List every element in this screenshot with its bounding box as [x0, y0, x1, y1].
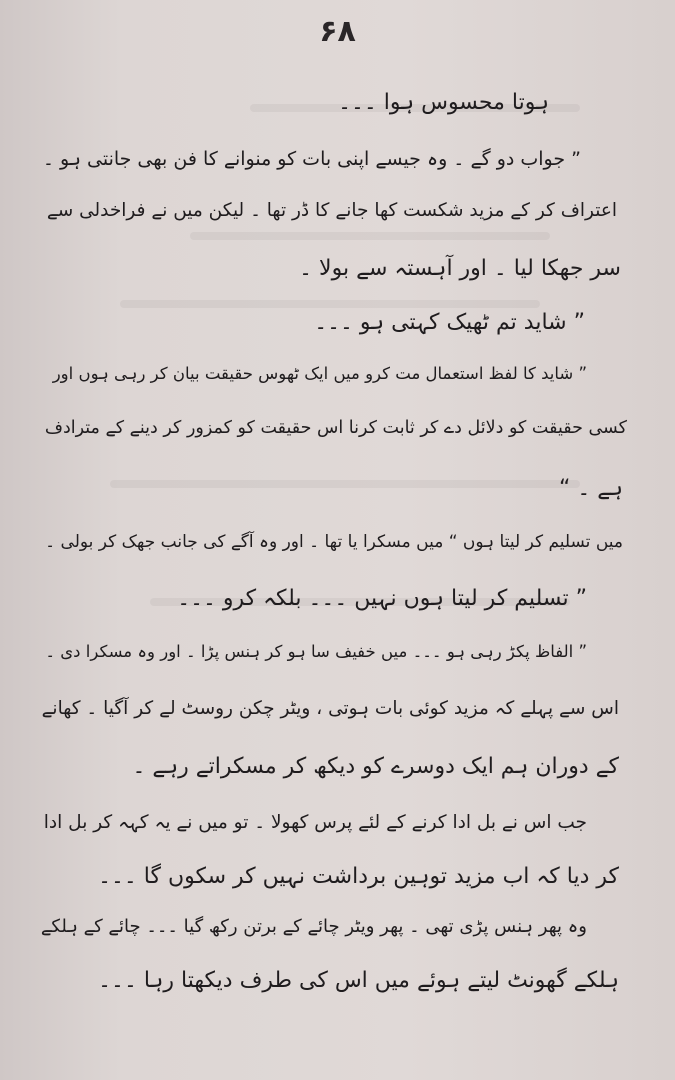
text-line: سر جھکا لیا ۔ اور آہستہ سے بولا ۔	[299, 256, 621, 281]
page-number: ۶۸	[319, 14, 356, 49]
text-line: کے دوران ہم ایک دوسرے کو دیکھ کر مسکراتے رہے ۔	[132, 754, 619, 779]
text-line: ہلکے گھونٹ لیتے ہوئے میں اس کی طرف دیکھتا رہا ۔۔۔	[98, 968, 619, 993]
bleed-through-line	[110, 480, 580, 488]
text-line: ” جواب دو گے ۔ وہ جیسے اپنی بات کو منوانے کا فن بھی جانتی ہو ۔	[42, 148, 581, 170]
text-line: ” شاید کا لفظ استعمال مت کرو میں ایک ٹھوس حقیقت بیان کر رہی ہوں اور	[52, 364, 587, 383]
text-line: وہ پھر ہنس پڑی تھی ۔ پھر ویٹر چائے کے برتن رکھ گیا ۔۔۔ چائے کے ہلکے	[40, 916, 587, 937]
text-line: ” الفاظ پکڑ رہی ہو ۔۔۔ میں خفیف سا ہو کر ہنس پڑا ۔ اور وہ مسکرا دی ۔	[45, 642, 587, 661]
text-line: ” تسلیم کر لیتا ہوں نہیں ۔۔۔ بلکہ کرو ۔۔۔	[177, 586, 587, 611]
text-line: کر دیا کہ اب مزید توہین برداشت نہیں کر سکوں گا ۔۔۔	[98, 864, 619, 889]
bleed-through-line	[120, 300, 540, 308]
text-line: جب اس نے بل ادا کرنے کے لئے پرس کھولا ۔ تو میں نے یہ کہہ کر بل ادا	[43, 812, 587, 833]
text-line: ہے ۔ “	[558, 476, 623, 501]
text-line: ہوتا محسوس ہوا ۔۔۔	[338, 90, 549, 115]
text-line: اعتراف کر کے مزید شکست کھا جانے کا ڈر تھا ۔ لیکن میں نے فراخدلی سے	[46, 200, 617, 221]
text-line: میں تسلیم کر لیتا ہوں “ میں مسکرا یا تھا ۔ اور وہ آگے کی جانب جھک کر بولی ۔	[45, 532, 623, 552]
text-line: کسی حقیقت کو دلائل دے کر ثابت کرنا اس حقیقت کو کمزور کر دینے کے مترادف	[44, 418, 627, 438]
text-line: اس سے پہلے کہ مزید کوئی بات ہوتی ، ویٹر چکن روسٹ لے کر آگیا ۔ کھانے	[41, 698, 619, 719]
bleed-through-line	[190, 232, 550, 240]
text-line: ” شاید تم ٹھیک کہتی ہو ۔۔۔	[314, 310, 585, 335]
